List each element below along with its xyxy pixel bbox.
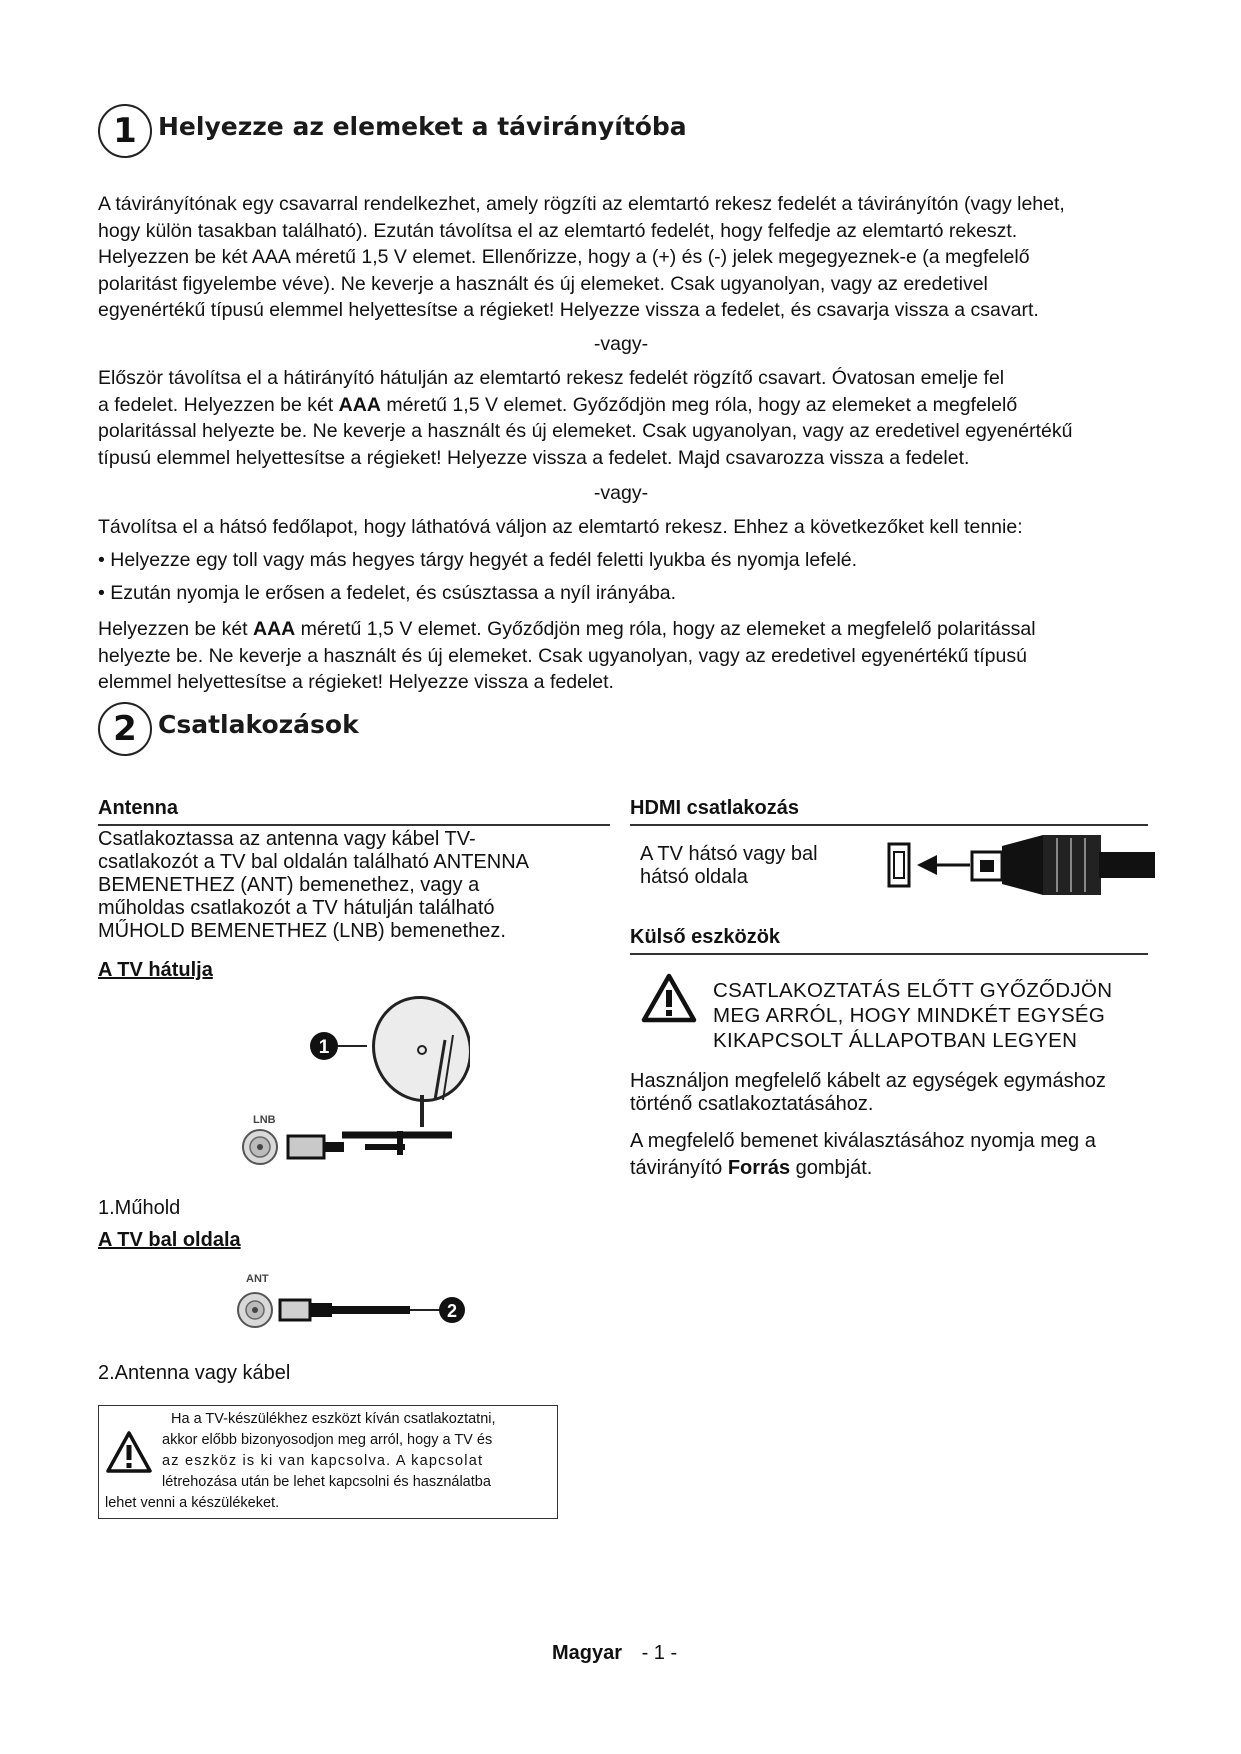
or-separator: -vagy- [593, 333, 649, 355]
text-line: hátsó oldala [640, 866, 748, 888]
hdmi-description [640, 843, 818, 889]
section-2-heading [98, 702, 359, 756]
hdmi-port-icon [889, 844, 909, 886]
text-line: A megfelelő bemenet kiválasztásához nyomja meg a [630, 1130, 1096, 1152]
external-devices-warning [713, 978, 1112, 1053]
hdmi-heading: HDMI csatlakozás [630, 797, 1148, 826]
text-line: elemmel helyettesítse a régieket! Helyezze vissza a fedelet. [98, 671, 614, 693]
warning-line: KIKAPCSOLT ÁLLAPOTBAN LEGYEN [713, 1029, 1078, 1052]
bold-text: AAA [338, 393, 381, 416]
antenna-diagram [230, 1268, 480, 1338]
text-line [98, 392, 1168, 419]
text-line [98, 616, 1168, 643]
tv-back-label: A TV hátulja [98, 959, 213, 981]
text-line: Helyezzen be két AAA méretű 1,5 V elemet. Ellenőrizze, hogy a (+) és (-) jelek megegyeznek-e (a megfelelő [98, 246, 1030, 268]
footer-language: Magyar [552, 1642, 623, 1664]
callout-number: 1 [318, 1037, 330, 1058]
callout-number: 2 [446, 1301, 458, 1321]
text-line: helyezte be. Ne keverje a használt és új elemeket. Csak ugyanolyan, vagy az eredetivel egyenértékű típusú [98, 644, 1027, 667]
external-devices-text-2 [630, 1128, 1096, 1182]
warning-line: CSATLAKOZTATÁS ELŐTT GYŐZŐDJÖN [713, 979, 1113, 1002]
battery-paragraph-2 [98, 365, 1168, 471]
text-span: a fedelet. Helyezzen be két [98, 393, 339, 416]
antenna-heading: Antenna [98, 797, 610, 826]
or-separator: -vagy- [593, 482, 649, 504]
warning-line: MEG ARRÓL, HOGY MINDKÉT EGYSÉG [713, 1004, 1106, 1027]
section-title: Csatlakozások [158, 709, 359, 739]
section-title: Helyezze az elemeket a távirányítóba [158, 111, 687, 141]
text-span: Helyezzen be két [98, 618, 254, 640]
note-line: az eszköz is ki van kapcsolva. A kapcsolat [162, 1453, 484, 1469]
lnb-connector-icon [243, 1130, 344, 1164]
text-line: egyenértékű típusú elemmel helyettesítse a régieket! Helyezze vissza a fedelet, és csavarja vissza a csavart. [98, 299, 1039, 321]
note-line: akkor előbb bizonyosodjon meg arról, hogy a TV és [162, 1432, 493, 1448]
note-line: lehet venni a készülékeket. [105, 1495, 280, 1511]
page-number: - 1 - [641, 1642, 678, 1664]
page-footer [552, 1642, 677, 1665]
warning-icon [640, 972, 698, 1024]
satellite-dish-icon [359, 995, 470, 1127]
text-span: gombját. [790, 1157, 873, 1179]
text-line: A TV hátsó vagy bal [640, 843, 818, 865]
text-span: távirányító [630, 1157, 728, 1179]
connection-note-box [98, 1405, 558, 1519]
lnb-label: LNB [253, 1114, 276, 1126]
antenna-caption: 2.Antenna vagy kábel [98, 1362, 291, 1384]
text-line: polaritással helyezte be. Ne keverje a használt és új elemeket. Csak ugyanolyan, vagy az eredetivel egyenértékű [98, 420, 1073, 442]
antenna-description [98, 828, 618, 943]
note-line: Ha a TV-készülékhez eszközt kíván csatlakoztatni, [171, 1411, 496, 1427]
hdmi-plug-icon [972, 835, 1155, 895]
text-span: méretű 1,5 V elemet. Győződjön meg róla, hogy az elemeket a megfelelő polaritással [295, 618, 1036, 640]
text-line: MŰHOLD BEMENETHEZ (LNB) bemenethez. [98, 920, 506, 942]
text-line: csatlakozót a TV bal oldalán található ANTENNA [98, 851, 529, 873]
text-span: méretű 1,5 V elemet. Győződjön meg róla, hogy az elemeket a megfelelő [380, 393, 1018, 416]
text-line: Először távolítsa el a hátirányító hátulján az elemtartó rekesz fedelét rögzítő csavart. Óvatosan emelje fel [98, 367, 1005, 389]
text-line: polaritást figyelembe véve). Ne keverje a használt és új elemeket. Csak ugyanolyan, vagy az eredetivel [98, 272, 988, 295]
ant-label: ANT [246, 1273, 269, 1285]
hdmi-cable-diagram [885, 830, 1155, 900]
satellite-diagram [230, 995, 470, 1175]
bold-text: AAA [253, 618, 296, 640]
text-line: A távirányítónak egy csavarral rendelkezhet, amely rögzíti az elemtartó rekesz fedelét a távirányítón (vagy lehet, [98, 193, 1065, 215]
section-number-badge: 2 [98, 702, 152, 756]
text-line: BEMENETHEZ (ANT) bemenethez, vagy a [98, 874, 480, 896]
antenna-connector-icon [238, 1293, 410, 1327]
tv-left-side-label: A TV bal oldala [98, 1229, 241, 1251]
text-line: történő csatlakoztatásához. [630, 1093, 874, 1115]
text-line: típusú elemmel helyettesítse a régieket! Helyezze vissza a fedelet. Majd csavarozza vissza a fedelet. [98, 446, 970, 469]
note-line: létrehozása után be lehet kapcsolni és használatba [162, 1474, 491, 1490]
text-line: műholdas csatlakozót a TV hátulján található [98, 897, 495, 919]
battery-paragraph-1 [98, 191, 1168, 324]
external-devices-heading: Külső eszközök [630, 926, 1148, 955]
section-number-badge: 1 [98, 104, 152, 158]
arrow-icon [917, 855, 970, 875]
text-line [630, 1155, 1096, 1182]
bullet-item: • Ezután nyomja le erősen a fedelet, és csúsztassa a nyíl irányába. [98, 582, 677, 604]
satellite-caption: 1.Műhold [98, 1197, 181, 1219]
section-1-heading [98, 104, 687, 158]
bold-text: Forrás [727, 1157, 791, 1179]
battery-paragraph-3: Távolítsa el a hátsó fedőlapot, hogy láthatóvá váljon az elemtartó rekesz. Ehhez a következőket kell tennie: [98, 516, 1023, 538]
warning-icon [105, 1430, 153, 1474]
text-line: hogy külön tasakban található). Ezután távolítsa el az elemtartó fedelét, hogy felfedje az elemtartó rekeszt. [98, 219, 1018, 242]
text-line: Csatlakoztassa az antenna vagy kábel TV- [98, 828, 476, 850]
battery-paragraph-4 [98, 616, 1168, 696]
text-line: Használjon megfelelő kábelt az egységek egymáshoz [630, 1070, 1106, 1092]
external-devices-text-1 [630, 1070, 1106, 1116]
bullet-item: • Helyezze egy toll vagy más hegyes tárgy hegyét a fedél feletti lyukba és nyomja lefelé. [98, 549, 858, 571]
